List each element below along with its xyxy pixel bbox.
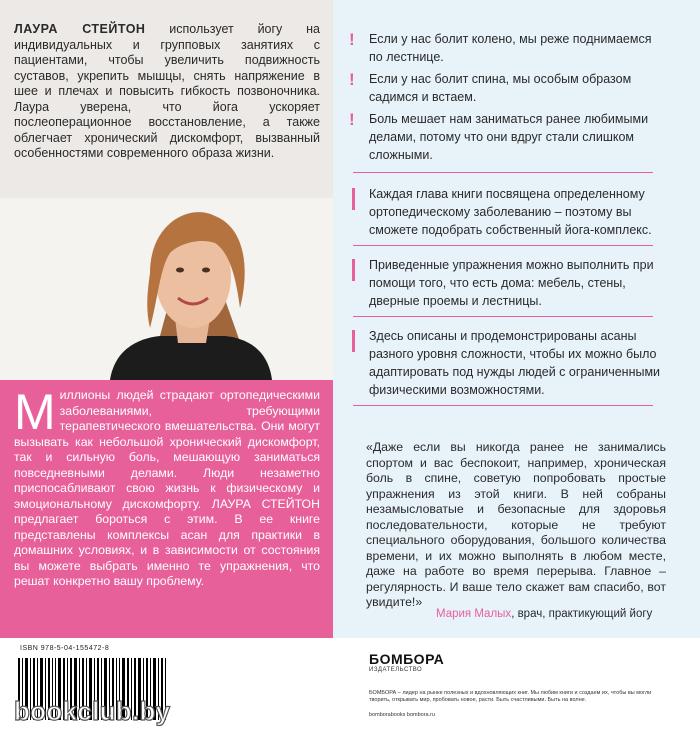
divider bbox=[353, 172, 653, 173]
problem-text-1: Если у нас болит колено, мы реже поднимаемся по лестнице. bbox=[369, 32, 652, 64]
divider bbox=[353, 405, 653, 406]
pink-body: иллионы людей страдают ортопедическими заболеваниями, требующими терапевтического вмешательства. Они могут вызывать как небольшой хронический дискомфорт, так и сильную боль, мешающую заниматься повседневными делами. Люди незаметно приспосабливают свою жизнь к физическому и эмоциональному дискомфорту. ЛАУРА СТЕЙТОН предлагает бороться с этим. В ее книге представлены комплексы асан для практики в домашних условиях, и в зависимости от состояния вы можете выбрать именно те упражнения, что решат конкретно вашу проблему. bbox=[14, 388, 320, 588]
divider bbox=[353, 245, 653, 246]
dropcap-letter: М bbox=[14, 384, 56, 440]
pink-bar-marker bbox=[352, 188, 355, 210]
publisher-logo-sub: ИЗДАТЕЛЬСТВО bbox=[369, 667, 423, 673]
author-portrait-image bbox=[0, 198, 333, 380]
feature-item-2 bbox=[343, 256, 663, 310]
quote-author-role: , врач, практикующий йогу bbox=[511, 608, 653, 620]
pink-description-text bbox=[14, 384, 320, 590]
pink-bar-marker bbox=[352, 330, 355, 352]
publisher-fine-print: БОМБОРА – лидер на рынке полезных и вдохновляющих книг. Мы любим книги и создаем их, чтобы вы могли творить, открывать мир, пробовать новое, расти. Быть счастливыми. Быть на волне. bbox=[369, 690, 652, 703]
barcode-area bbox=[0, 638, 333, 738]
publisher-social[interactable]: bomborabooks bombora.ru bbox=[369, 712, 436, 718]
author-photo bbox=[0, 198, 333, 380]
quote-author-name: Мария Малых bbox=[436, 608, 512, 620]
feature-text-3: Здесь описаны и продемонстрированы асаны разного уровня сложности, чтобы их можно было адаптировать под нужды людей с ограниченными физическими возможностями. bbox=[369, 329, 661, 397]
author-intro bbox=[14, 22, 320, 162]
problem-text-2: Если у нас болит спина, мы особым образом садимся и встаем. bbox=[369, 72, 632, 104]
problem-text-3: Боль мешает нам заниматься ранее любимыми делами, потому что они вдруг стали слишком сложными. bbox=[369, 112, 649, 162]
feature-text-1: Каждая глава книги посвящена определенному ортопедическому заболеванию – поэтому вы сможете подобрать собственный йога-комплекс. bbox=[369, 187, 652, 237]
author-name: ЛАУРА СТЕЙТОН bbox=[14, 22, 146, 36]
isbn-text: ISBN 978-5-04-155472-8 bbox=[20, 645, 110, 652]
benefits-list bbox=[343, 30, 663, 406]
pink-description-block bbox=[0, 380, 333, 638]
watermark-site[interactable]: bookclub.by bbox=[14, 696, 171, 726]
publisher-logo: БОМБОРА bbox=[369, 651, 445, 667]
exclamation-icon: ! bbox=[349, 70, 355, 89]
exclamation-icon: ! bbox=[349, 110, 355, 129]
publisher-area bbox=[333, 638, 700, 738]
problem-item-3 bbox=[343, 110, 663, 164]
exclamation-icon: ! bbox=[349, 30, 355, 49]
problem-item-2 bbox=[343, 70, 663, 106]
feature-text-2: Приведенные упражнения можно выполнить при помощи того, что есть дома: мебель, стены, дверные проемы и лестницы. bbox=[369, 258, 654, 308]
divider bbox=[353, 316, 653, 317]
quote-author bbox=[436, 608, 652, 620]
problem-item-1 bbox=[343, 30, 663, 66]
author-intro-text: использует йогу на индивидуальных и групповых занятиях с пациентами, чтобы увеличить подвижность суставов, укрепить мышцы, снять напряжение в шее и плечах и повысить гибкость позвоночника. Лаура уверена, что йога ускоряет послеоперационное восстановление, а также облегчает хронический дискомфорт, вызванный особенностями современного образа жизни. bbox=[14, 22, 320, 160]
left-column bbox=[0, 0, 333, 738]
feature-item-1 bbox=[343, 185, 663, 239]
feature-item-3 bbox=[343, 327, 663, 399]
pink-bar-marker bbox=[352, 259, 355, 281]
expert-quote: «Даже если вы никогда ранее не занимались спортом и вас беспокоит, например, хроническая боль в спине, советую попробовать простые упражнения из этой книги. В ней собраны незамысловатые и безопасные для здоровья последовательности, которые не требуют специального оборудования, большого количества времени, и их можно выполнять в любом месте, даже на работе во время перерыва. Главное – регулярность. И ваше тело скажет вам спасибо, вот увидите!» bbox=[366, 440, 666, 609]
